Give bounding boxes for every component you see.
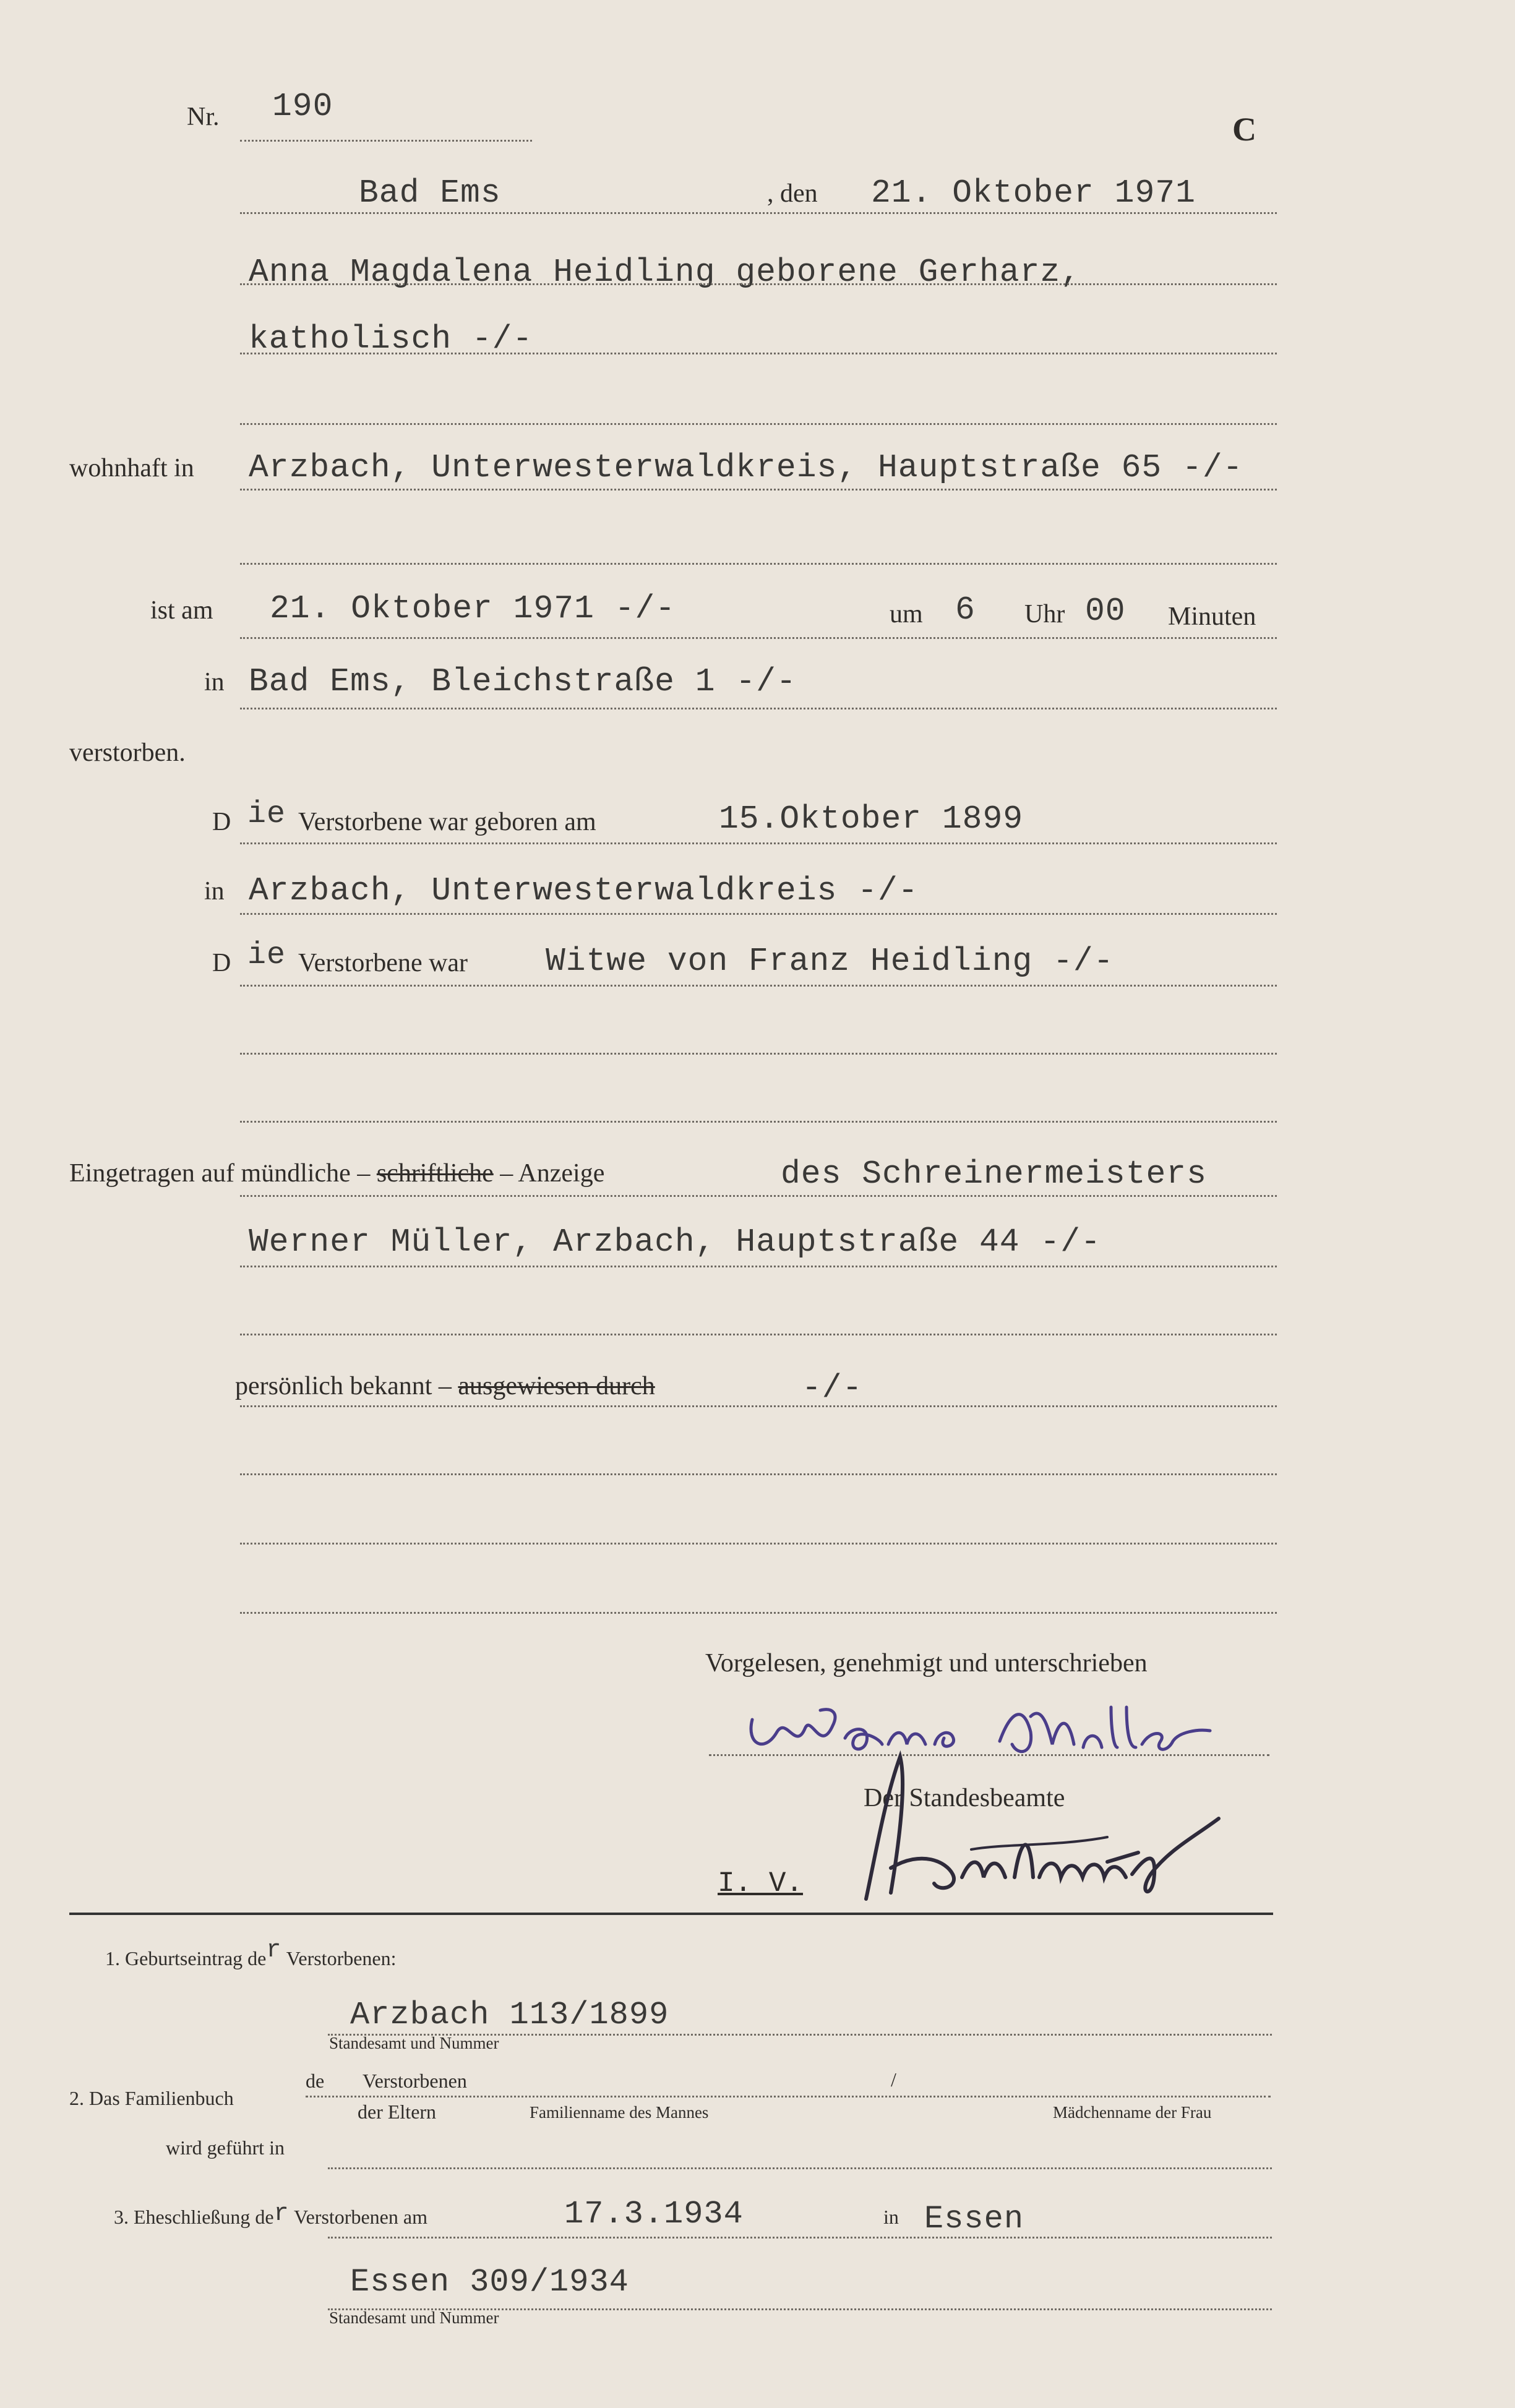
birth-place: Arzbach, Unterwesterwaldkreis -/- — [249, 872, 919, 909]
item2-de: de — [306, 2070, 325, 2092]
official-label: Der Standesbeamte — [864, 1784, 1065, 1812]
residence-value: Arzbach, Unterwesterwaldkreis, Hauptstraße 65 -/- — [249, 449, 1243, 486]
marital-value: Witwe von Franz Heidling -/- — [546, 943, 1114, 980]
item1-label-text: 1. Geburtseintrag de — [105, 1947, 267, 1969]
dotted-line — [240, 1121, 1277, 1123]
informant-line2: Werner Müller, Arzbach, Hauptstraße 44 -/- — [249, 1223, 1101, 1261]
dotted-line — [240, 489, 1277, 491]
item1-value: Arzbach 113/1899 — [350, 1997, 669, 2033]
nr-label: Nr. — [187, 103, 220, 131]
item3-date: 17.3.1934 — [564, 2196, 744, 2232]
date-value: 21. Oktober 1971 — [871, 174, 1196, 212]
item2-eltern: der Eltern — [358, 2101, 437, 2123]
marital-d-prefix: D — [212, 949, 231, 977]
item2-wird: wird geführt in — [166, 2136, 285, 2159]
den-label: , den — [767, 179, 818, 208]
form-letter: C — [1232, 111, 1256, 148]
dotted-line — [240, 140, 532, 142]
item1-label — [105, 1937, 397, 1972]
minuten-label: Minuten — [1168, 602, 1256, 631]
death-place: Bad Ems, Bleichstraße 1 -/- — [249, 663, 797, 700]
dotted-line — [240, 212, 1277, 214]
birth-d-prefix: D — [212, 808, 231, 836]
dotted-line — [240, 1266, 1277, 1267]
nr-value: 190 — [272, 88, 333, 125]
item2-verstorbenen: Verstorbenen — [363, 2070, 467, 2092]
marital-d-suffix: ie — [247, 938, 286, 973]
marital-label: Verstorbene war — [298, 949, 468, 977]
birth-date: 15.Oktober 1899 — [719, 800, 1024, 838]
dotted-line — [240, 1053, 1277, 1055]
dotted-line — [240, 1543, 1277, 1545]
item1-sup: r — [266, 1937, 282, 1965]
place-value: Bad Ems — [359, 174, 501, 212]
dotted-line — [328, 2167, 1272, 2169]
dotted-line — [240, 1195, 1277, 1197]
item3-label — [114, 2200, 427, 2230]
dotted-line — [240, 1334, 1277, 1335]
item2-slash: / — [891, 2068, 896, 2091]
dotted-line — [240, 423, 1277, 425]
item2-maiden-caption: Mädchenname der Frau — [1053, 2103, 1212, 2122]
item2-fam-caption: Familienname des Mannes — [530, 2103, 709, 2122]
dotted-line — [240, 1405, 1277, 1407]
verstorben-label: verstorben. — [69, 739, 186, 767]
uhr-label: Uhr — [1024, 600, 1065, 628]
closing-text: Vorgelesen, genehmigt und unterschrieben — [705, 1649, 1148, 1677]
item3-label-text: 3. Eheschließung de — [114, 2206, 274, 2228]
item3-sup: r — [273, 2200, 290, 2228]
informant: des Schreinermeisters — [781, 1155, 1207, 1193]
dotted-line — [240, 913, 1277, 915]
dotted-line — [240, 842, 1277, 844]
identity-value: -/- — [802, 1369, 863, 1407]
item3-after: Verstorbenen am — [294, 2206, 427, 2228]
dotted-line — [306, 2096, 1271, 2097]
dotted-line — [240, 283, 1277, 285]
separator-rule — [69, 1913, 1273, 1915]
dotted-line — [240, 563, 1277, 565]
ist-am-label: ist am — [150, 596, 213, 625]
registration-label-text: Eingetragen auf mündliche – — [69, 1159, 371, 1188]
death-date: 21. Oktober 1971 -/- — [270, 590, 676, 627]
residence-label: wohnhaft in — [69, 454, 194, 482]
death-minutes: 00 — [1085, 593, 1126, 630]
registration-label — [69, 1160, 604, 1186]
item1-after: Verstorbenen: — [286, 1947, 397, 1969]
birth-in-label: in — [204, 877, 225, 906]
item2-label: 2. Das Familienbuch — [69, 2087, 234, 2109]
identity-label — [235, 1373, 655, 1399]
iv-label: I. V. — [718, 1867, 804, 1900]
signature-official — [848, 1744, 1281, 1914]
dotted-line — [240, 1473, 1277, 1475]
struck-ausgewiesen: ausgewiesen durch — [458, 1372, 655, 1400]
dotted-line — [240, 985, 1277, 987]
death-in-label: in — [204, 668, 225, 696]
item3-caption: Standesamt und Nummer — [329, 2308, 499, 2327]
identity-label-text: persönlich bekannt – — [235, 1372, 452, 1400]
birth-d-suffix: ie — [247, 797, 286, 832]
registration-anzeige: – Anzeige — [500, 1159, 605, 1188]
item1-caption: Standesamt und Nummer — [329, 2034, 499, 2052]
um-label: um — [890, 600, 923, 628]
person-name: Anna Magdalena Heidling geborene Gerharz, — [249, 254, 1081, 291]
item3-value: Essen 309/1934 — [350, 2264, 629, 2300]
item3-place: Essen — [924, 2201, 1024, 2237]
religion: katholisch -/- — [249, 320, 533, 358]
struck-schriftliche: schriftliche — [376, 1159, 494, 1188]
dotted-line — [328, 2237, 1272, 2239]
dotted-line — [240, 1612, 1277, 1614]
birth-label: Verstorbene war geboren am — [298, 808, 596, 836]
dotted-line — [240, 353, 1277, 354]
death-hour: 6 — [955, 591, 976, 628]
item3-in: in — [883, 2206, 899, 2228]
dotted-line — [240, 708, 1277, 709]
dotted-line — [240, 637, 1277, 639]
